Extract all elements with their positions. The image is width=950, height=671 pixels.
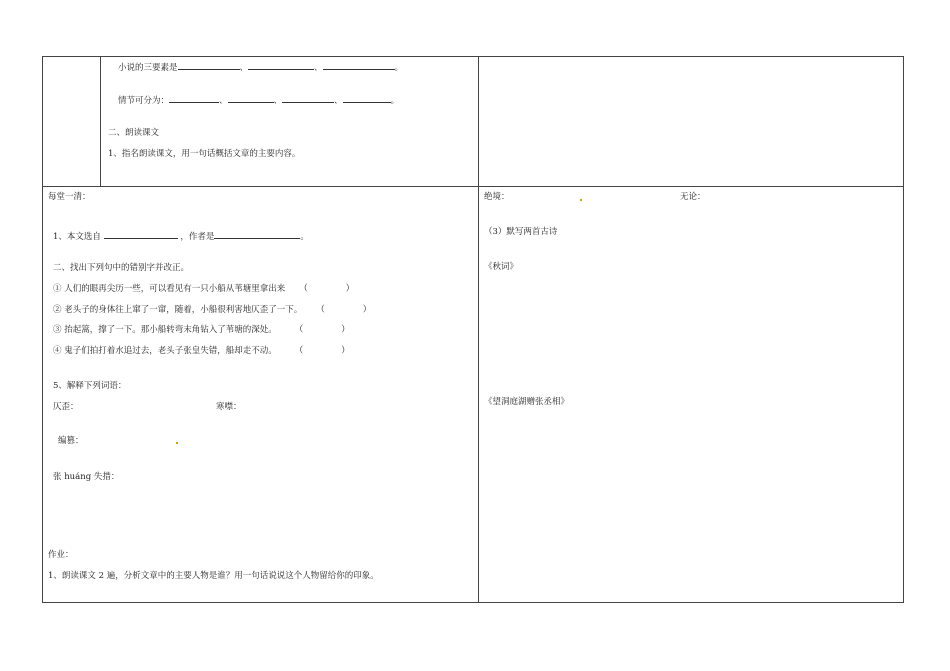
right-label-2: 无论：	[680, 192, 706, 202]
blank[interactable]	[169, 94, 219, 103]
sentence-1: ① 人们的眼再尖历一些，可以看见有一只小船从苇塘里拿出来 （ ）	[53, 284, 355, 294]
table-left-border	[42, 56, 43, 603]
plot-parts-label: 情节可分为：	[118, 96, 170, 106]
blank[interactable]	[343, 94, 391, 103]
question-1-line: 1、本文选自 ，作者是 。	[53, 232, 309, 242]
sentence-text: ② 老头子的身体往上窜了一窜，随着，小船很利害地仄歪了一下。	[53, 305, 303, 315]
poem-task: （3）默写两首古诗	[484, 227, 558, 237]
table-right-border	[903, 56, 904, 603]
blank[interactable]	[178, 61, 240, 70]
table-row-divider	[42, 186, 904, 187]
word-2: 寒噤：	[216, 402, 242, 412]
source-blank[interactable]	[104, 230, 178, 239]
question-5-title: 5、解释下列词语：	[53, 381, 127, 391]
sentence-3: ③ 抬起篙，撑了一下。那小船转弯末角钻入了苇塘的深处。 （ ）	[53, 325, 350, 335]
practice-title: 每堂一清：	[48, 192, 91, 202]
author-blank[interactable]	[214, 230, 300, 239]
right-label-1: 绝境：	[484, 192, 510, 202]
sentence-text: ③ 抬起篙，撑了一下。那小船转弯末角钻入了苇塘的深处。	[53, 325, 277, 335]
table-top-border	[42, 56, 904, 57]
blank[interactable]	[323, 61, 395, 70]
sentence-text: ④ 鬼子们拍打着水追过去，老头子张皇失错，船却走不动。	[53, 346, 277, 356]
story-elements-label: 小说的三要素是	[118, 63, 178, 73]
word-3: 编篡：	[58, 436, 84, 446]
section2-task: 1、指名朗读课文，用一句话概括文章的主要内容。	[108, 149, 301, 159]
homework-title: 作业：	[48, 550, 74, 560]
section2-title: 二、朗读课文	[108, 128, 160, 138]
word-1: 仄歪：	[53, 402, 79, 412]
poem-title-2: 《望洞庭湖赠张丞相》	[484, 397, 570, 407]
sentence-text: ① 人们的眼再尖历一些，可以看见有一只小船从苇塘里拿出来	[53, 284, 286, 294]
homework-task: 1、朗读课文 2 遍，分析文章中的主要人物是谁？用一句话说说这个人物留给你的印象。	[48, 571, 379, 581]
poem-title-1: 《秋词》	[484, 262, 519, 272]
table-middle-divider	[478, 56, 479, 603]
question-1-prefix: 1、本文选自	[53, 232, 101, 242]
table-label-column-divider	[100, 56, 101, 187]
story-elements-line: 小说的三要素是 、 、 。	[118, 63, 404, 73]
word-4: 张 huáng 失措：	[53, 472, 120, 482]
blank[interactable]	[228, 94, 274, 103]
blank[interactable]	[248, 61, 314, 70]
sentence-4: ④ 鬼子们拍打着水追过去，老头子张皇失错，船却走不动。 （ ）	[53, 346, 350, 356]
blank[interactable]	[282, 94, 334, 103]
question-1-author: ，作者是	[180, 232, 215, 242]
stray-mark	[176, 442, 178, 444]
table-bottom-border	[42, 602, 904, 603]
question-2-title: 二、找出下列句中的错别字并改正。	[53, 263, 190, 273]
sentence-2: ② 老头子的身体往上窜了一窜，随着，小船很利害地仄歪了一下。 （ ）	[53, 305, 372, 315]
plot-parts-line: 情节可分为： 、 、 、 。	[118, 96, 400, 106]
stray-mark	[580, 199, 582, 201]
